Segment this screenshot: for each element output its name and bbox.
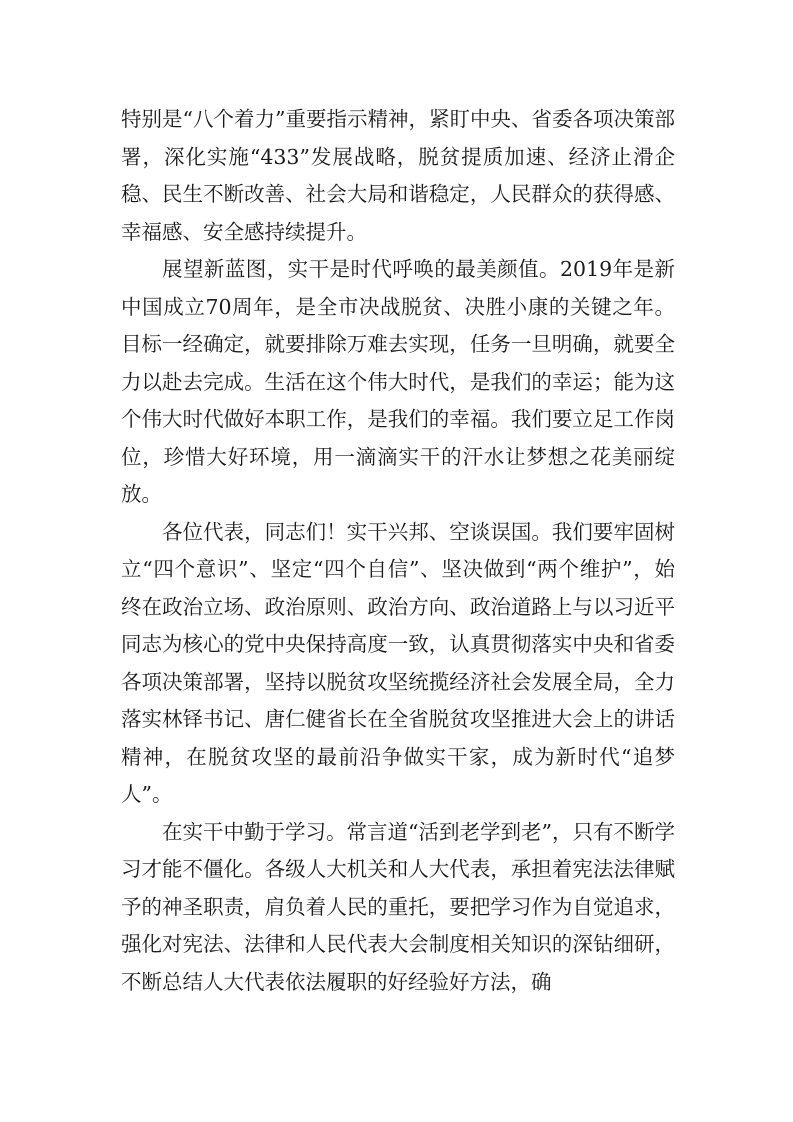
paragraph-3: 各位代表，同志们！实干兴邦、空谈误国。我们要牢固树立“四个意识”、坚定“四个自信”、坚决做到“两个维护”，始终在政治立场、政治原则、政治方向、政治道路上与以习近平同志为核心的党中央保持高度一致，认真贯彻落实中央和省委各项决策部署，坚持以脱贫攻坚统揽经济社会发展全局，全力落实林铎书记、唐仁健省长在全省脱贫攻坚推进大会上的讲话精神，在脱贫攻坚的最前沿争做实干家，成为新时代“追梦人”。 <box>121 519 675 806</box>
paragraph-2: 展望新蓝图，实干是时代呼唤的最美颜值。2019年是新中国成立70周年，是全市决战脱贫、决胜小康的关键之年。目标一经确定，就要排除万难去实现，任务一旦明确，就要全力以赴去完成。生活在这个伟大时代，是我们的幸运；能为这个伟大时代做好本职工作，是我们的幸福。我们要立足工作岗位，珍惜大好环境，用一滴滴实干的汗水让梦想之花美丽绽放。 <box>121 257 675 506</box>
document-body <box>121 101 675 1001</box>
paragraph-1: 特别是“八个着力”重要指示精神，紧盯中央、省委各项决策部署，深化实施“433”发展战略，脱贫提质加速、经济止滑企稳、民生不断改善、社会大局和谐稳定，人民群众的获得感、幸福感、安全感持续提升。 <box>121 107 675 244</box>
paragraph-4: 在实干中勤于学习。常言道“活到老学到老”，只有不断学习才能不僵化。各级人大机关和人大代表，承担着宪法法律赋予的神圣职责，肩负着人民的重托，要把学习作为自觉追求，强化对宪法、法律和人民代表大会制度相关知识的深钻细研，不断总结人大代表依法履职的好经验好方法，确 <box>121 819 675 994</box>
